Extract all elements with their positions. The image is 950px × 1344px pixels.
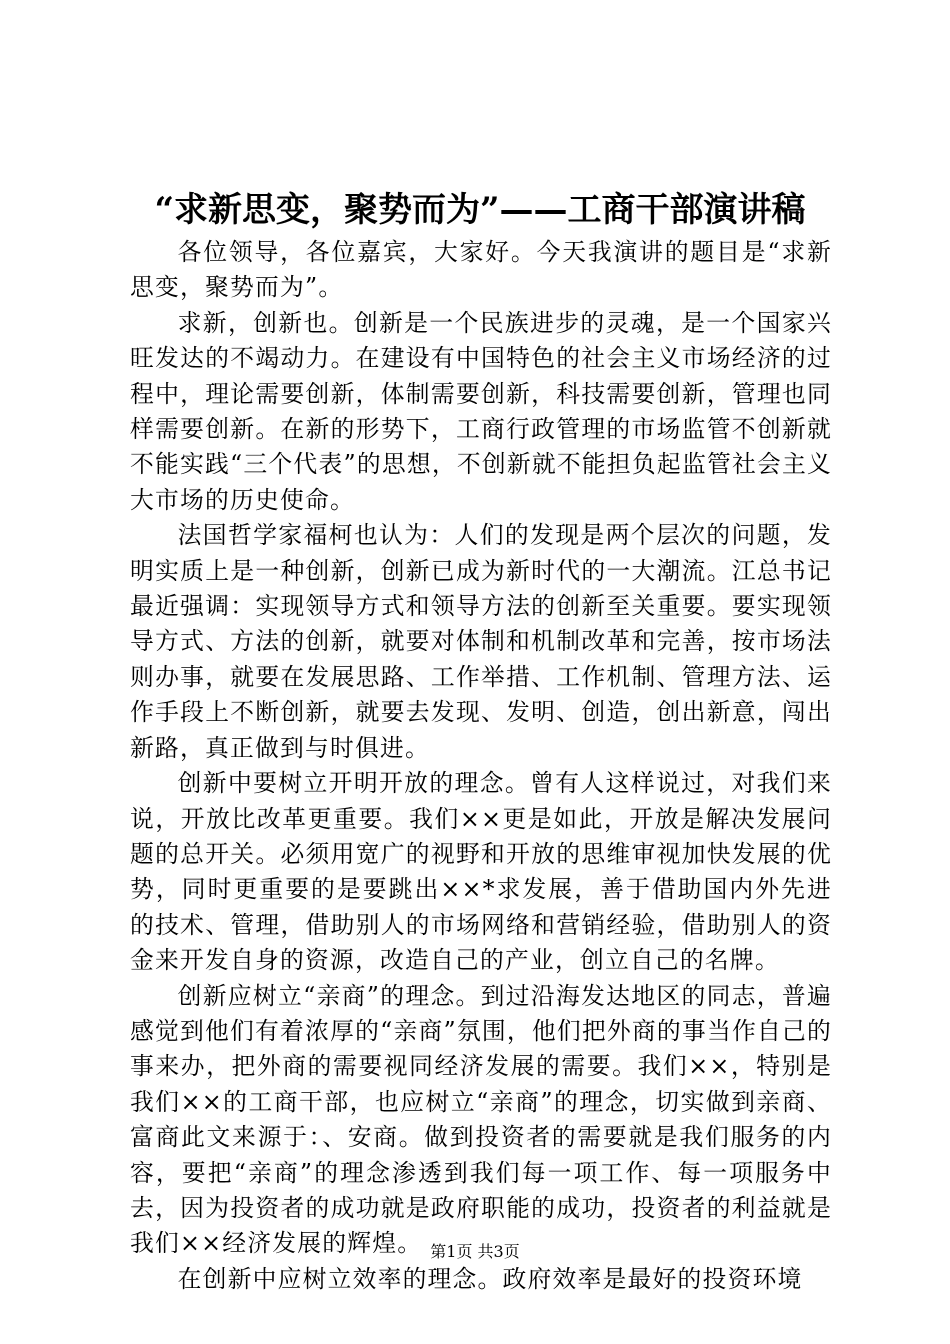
paragraph-pro-business: 创新应树立“亲商”的理念。到过沿海发达地区的同志，普遍感觉到他们有着浓厚的“亲商”氛围，他们把外商的事当作自己的事来办，把外商的需要视同经济发展的需要。我们××，特别是我们××的工商干部，也应树立“亲商”的理念，切实做到亲商、富商此文来源于：、安商。做到投资者的需要就是我们服务的内容，要把“亲商”的理念渗透到我们每一项工作、每一项服务中去，因为投资者的成功就是政府职能的成功，投资者的利益就是我们××经济发展的辉煌。 [130,981,832,1258]
paragraph-efficiency: 在创新中应树立效率的理念。政府效率是最好的投资环境 [177,1264,803,1293]
document-body [130,235,832,1297]
paragraph-foucault: 法国哲学家福柯也认为：人们的发现是两个层次的问题，发明实质上是一种创新，创新已成为新时代的一大潮流。江总书记最近强调：实现领导方式和领导方法的创新至关重要。要实现领导方式、方法的创新，就要对体制和机制改革和完善，按市场法则办事，就要在发展思路、工作举措、工作机制、管理方法、运作手段上不断创新，就要去发现、发明、创造，创出新意，闯出新路，真正做到与时俱进。 [130,521,832,762]
page-number-footer: 第1页 共3页 [430,1242,520,1261]
paragraph-greeting: 各位领导，各位嘉宾，大家好。今天我演讲的题目是“求新思变，聚势而为”。 [130,238,832,302]
document-title: “求新思变，聚势而为”——工商干部演讲稿 [154,190,806,230]
paragraph-innovation: 求新，创新也。创新是一个民族进步的灵魂，是一个国家兴旺发达的不竭动力。在建设有中国特色的社会主义市场经济的过程中，理论需要创新，体制需要创新，科技需要创新，管理也同样需要创新。在新的形势下，工商行政管理的市场监管不创新就不能实践“三个代表”的思想，不创新就不能担负起监管社会主义大市场的历史使命。 [130,308,832,514]
paragraph-openness: 创新中要树立开明开放的理念。曾有人这样说过，对我们来说，开放比改革更重要。我们××更是如此，开放是解决发展问题的总开关。必须用宽广的视野和开放的思维审视加快发展的优势，同时更重要的是要跳出××*求发展，善于借助国内外先进的技术、管理，借助别人的市场网络和营销经验，借助别人的资金来开发自身的资源，改造自己的产业，创立自己的名牌。 [130,769,832,975]
